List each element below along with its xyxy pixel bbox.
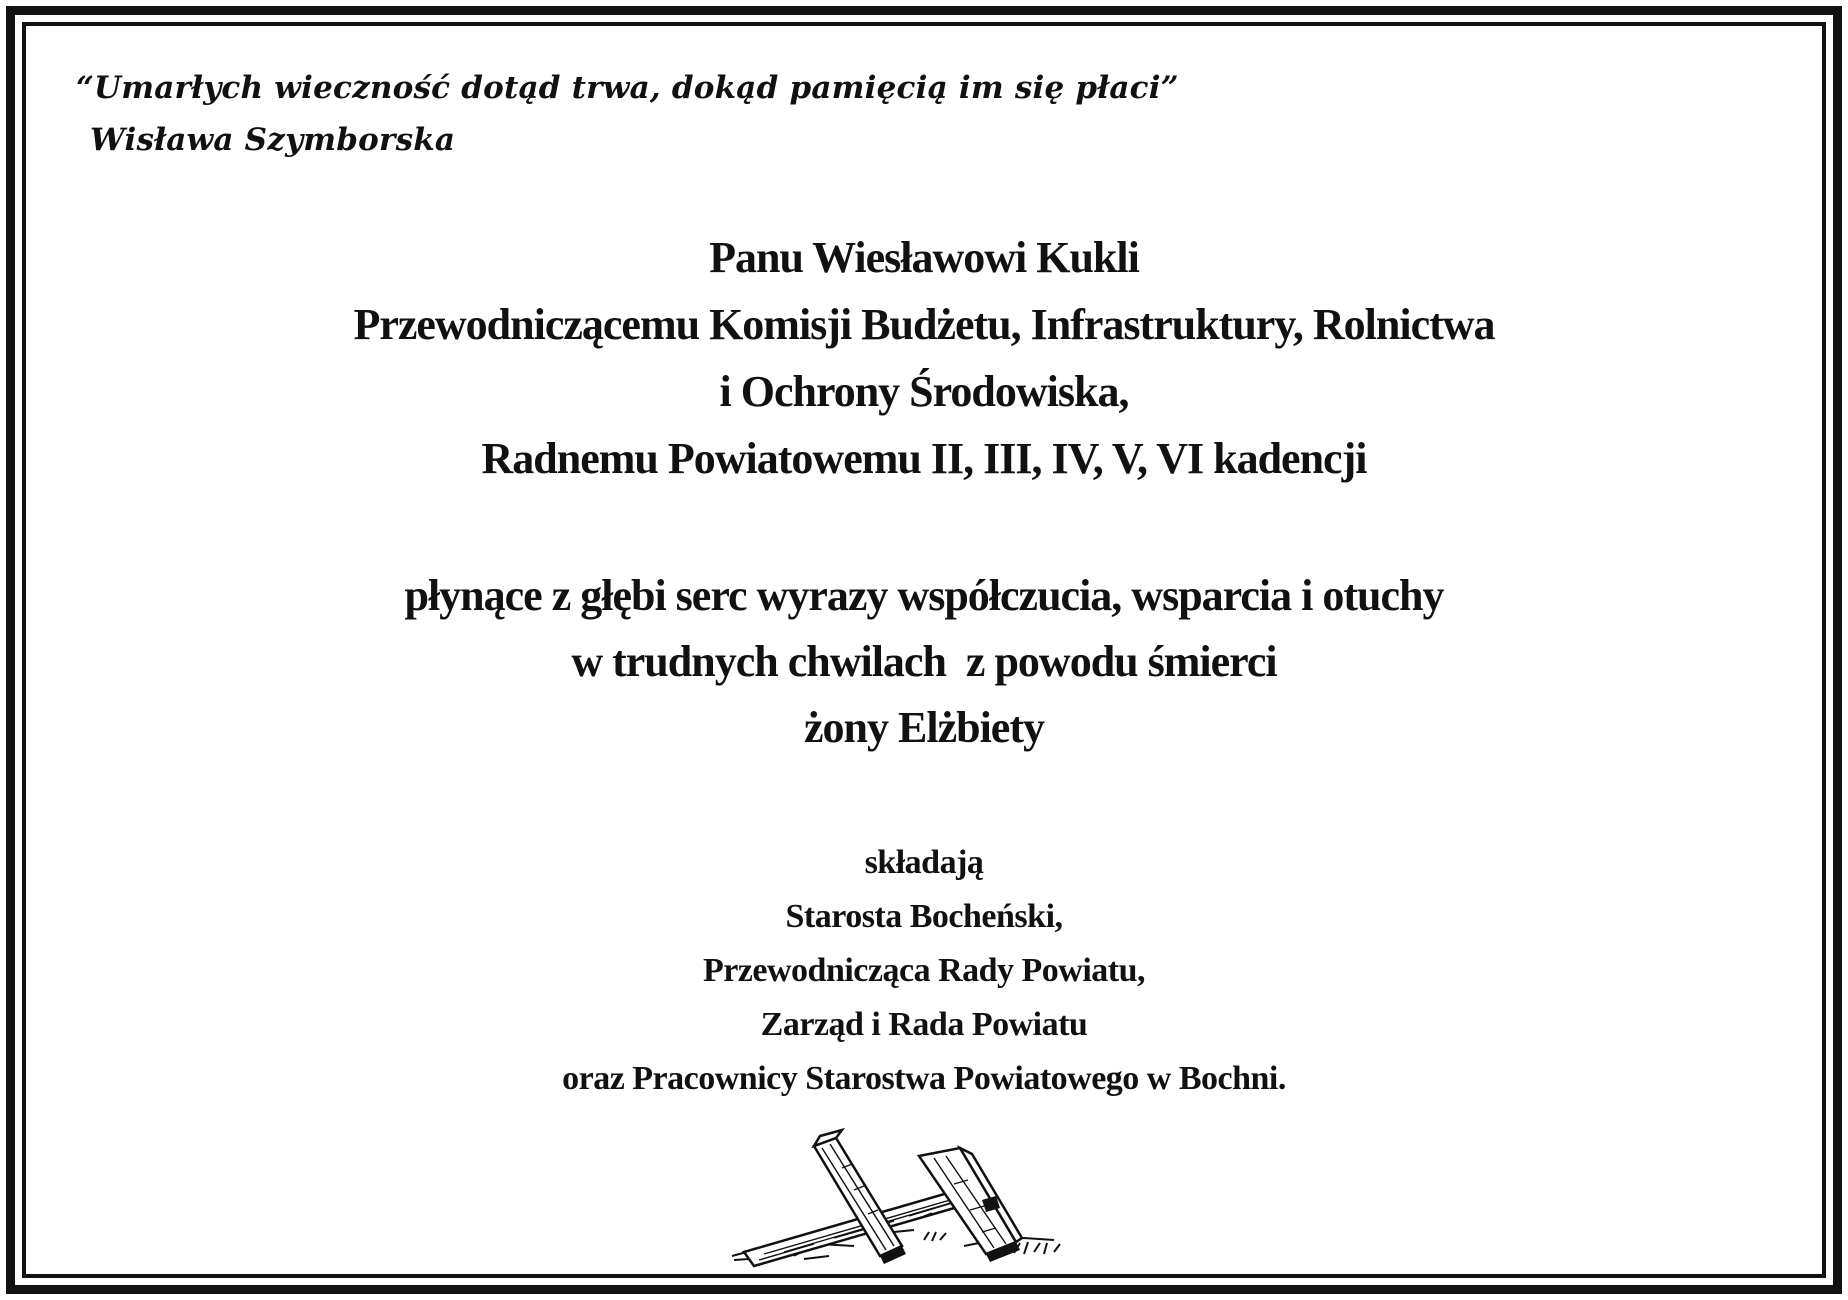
fallen-cross-icon: [724, 1128, 1124, 1278]
addressee-title-line-1: Przewodniczącemu Komisji Budżetu, Infrastruktury, Rolnictwa: [353, 300, 1495, 349]
sender-starosta: Starosta Bocheński,: [785, 898, 1063, 935]
sender-staff: oraz Pracownicy Starostwa Powiatowego w Bochni.: [562, 1060, 1286, 1097]
epigraph: [76, 62, 1179, 166]
senders-intro: składają: [864, 844, 984, 881]
sender-council-chair: Przewodnicząca Rady Powiatu,: [702, 952, 1146, 989]
senders-block: [0, 836, 1848, 1106]
addressee-title-line-3: Radnemu Powiatowemu II, III, IV, V, VI kadencji: [481, 434, 1367, 483]
epigraph-author: Wisława Szymborska: [90, 122, 456, 158]
addressee-block: [0, 224, 1848, 492]
addressee-title-line-2: i Ochrony Środowiska,: [719, 367, 1129, 416]
condolence-line-2: w trudnych chwilach z powodu śmierci: [571, 637, 1277, 686]
epigraph-quote: “Umarłych wieczność dotąd trwa, dokąd pamięcią im się płaci”: [76, 70, 1179, 106]
condolence-message: [0, 563, 1848, 761]
condolence-line-1: płynące z głębi serc wyrazy współczucia, wsparcia i otuchy: [404, 571, 1444, 620]
condolence-line-3: żony Elżbiety: [804, 703, 1044, 752]
sender-board-council: Zarząd i Rada Powiatu: [760, 1006, 1088, 1043]
addressee-name: Panu Wiesławowi Kukli: [709, 233, 1139, 282]
